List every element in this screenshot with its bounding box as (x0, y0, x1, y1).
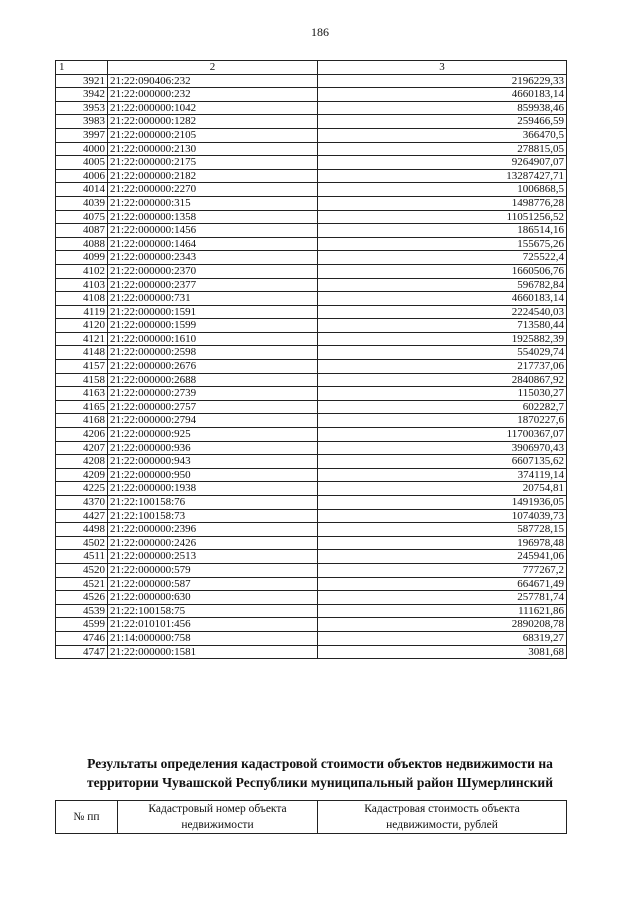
cadastral-number: 21:22:000000:943 (108, 455, 318, 469)
row-number: 4526 (56, 591, 108, 605)
cadastral-number: 21:22:000000:630 (108, 591, 318, 605)
table-row (56, 482, 567, 496)
row-number: 4000 (56, 142, 108, 156)
cadastral-number: 21:22:000000:1464 (108, 237, 318, 251)
cadastral-value: 186514,16 (318, 224, 567, 238)
cadastral-number: 21:22:000000:2105 (108, 128, 318, 142)
row-number: 4208 (56, 455, 108, 469)
cadastral-value: 2196229,33 (318, 74, 567, 88)
row-number: 4747 (56, 645, 108, 659)
header-cadastral-number (118, 801, 318, 834)
cadastral-value: 217737,06 (318, 360, 567, 374)
table-row (56, 115, 567, 129)
row-number: 4087 (56, 224, 108, 238)
table-row (56, 169, 567, 183)
cadastral-value: 374119,14 (318, 468, 567, 482)
table-row (56, 360, 567, 374)
next-table-header (55, 800, 567, 834)
table-row (56, 604, 567, 618)
table-row (56, 400, 567, 414)
cadastral-value: 4660183,14 (318, 88, 567, 102)
cadastral-table (55, 60, 567, 659)
cadastral-value: 11051256,52 (318, 210, 567, 224)
table-row (56, 550, 567, 564)
table-row (56, 210, 567, 224)
row-number: 4148 (56, 346, 108, 360)
cadastral-value: 13287427,71 (318, 169, 567, 183)
row-number: 4005 (56, 156, 108, 170)
cadastral-value: 596782,84 (318, 278, 567, 292)
table-row (56, 305, 567, 319)
table-row (56, 631, 567, 645)
cadastral-value: 1870227,6 (318, 414, 567, 428)
cadastral-number: 21:22:010101:456 (108, 618, 318, 632)
table-row (56, 645, 567, 659)
table-row (56, 591, 567, 605)
cadastral-number: 21:22:100158:76 (108, 496, 318, 510)
table-row (56, 455, 567, 469)
cadastral-number: 21:22:000000:1581 (108, 645, 318, 659)
cadastral-value: 587728,15 (318, 523, 567, 537)
table-row (56, 88, 567, 102)
row-number: 4746 (56, 631, 108, 645)
row-number: 4014 (56, 183, 108, 197)
row-number: 4599 (56, 618, 108, 632)
table-row (56, 319, 567, 333)
table-row (56, 346, 567, 360)
row-number: 4502 (56, 536, 108, 550)
cadastral-value: 1006868,5 (318, 183, 567, 197)
cadastral-value: 245941,06 (318, 550, 567, 564)
cadastral-value: 1925882,39 (318, 332, 567, 346)
table-row (56, 509, 567, 523)
cadastral-value: 20754,81 (318, 482, 567, 496)
cadastral-number: 21:22:100158:75 (108, 604, 318, 618)
table-row (56, 387, 567, 401)
cadastral-number: 21:22:000000:2794 (108, 414, 318, 428)
row-number: 4121 (56, 332, 108, 346)
cadastral-number: 21:22:000000:2175 (108, 156, 318, 170)
table-row (56, 332, 567, 346)
header-cadastral-value-line-2: недвижимости, рублей (386, 819, 498, 831)
cadastral-number: 21:22:000000:2688 (108, 373, 318, 387)
cadastral-value: 155675,26 (318, 237, 567, 251)
cadastral-number: 21:22:000000:2676 (108, 360, 318, 374)
row-number: 4427 (56, 509, 108, 523)
table-row (56, 441, 567, 455)
row-number: 4075 (56, 210, 108, 224)
cadastral-number: 21:22:000000:2377 (108, 278, 318, 292)
cadastral-value: 554029,74 (318, 346, 567, 360)
row-number: 4168 (56, 414, 108, 428)
cadastral-value: 111621,86 (318, 604, 567, 618)
row-number: 3921 (56, 74, 108, 88)
table-row (56, 496, 567, 510)
table-row (56, 251, 567, 265)
cadastral-value: 1660506,76 (318, 264, 567, 278)
table-header-row (56, 61, 567, 75)
cadastral-number: 21:14:000000:758 (108, 631, 318, 645)
row-number: 4102 (56, 264, 108, 278)
table-row (56, 428, 567, 442)
cadastral-number: 21:22:000000:2130 (108, 142, 318, 156)
cadastral-number: 21:22:000000:587 (108, 577, 318, 591)
cadastral-number: 21:22:000000:936 (108, 441, 318, 455)
table-row (56, 278, 567, 292)
cadastral-value: 278815,05 (318, 142, 567, 156)
table-row (56, 536, 567, 550)
column-header-2: 2 (108, 61, 318, 75)
table-body (56, 74, 567, 659)
cadastral-value: 196978,48 (318, 536, 567, 550)
table-row (56, 224, 567, 238)
section-title-line-2: территории Чувашской Республики муниципальный район Шумерлинский (87, 775, 553, 790)
table-row (56, 196, 567, 210)
cadastral-value: 1074039,73 (318, 509, 567, 523)
cadastral-number: 21:22:000000:1042 (108, 101, 318, 115)
row-number: 4165 (56, 400, 108, 414)
row-number: 4209 (56, 468, 108, 482)
cadastral-number: 21:22:000000:2598 (108, 346, 318, 360)
table-row (56, 237, 567, 251)
cadastral-number: 21:22:000000:1358 (108, 210, 318, 224)
row-number: 4119 (56, 305, 108, 319)
row-number: 4370 (56, 496, 108, 510)
table-row (56, 523, 567, 537)
table-row (56, 577, 567, 591)
cadastral-value: 366470,5 (318, 128, 567, 142)
header-cadastral-value-line-1: Кадастровая стоимость объекта (364, 803, 520, 815)
cadastral-value: 6607135,62 (318, 455, 567, 469)
cadastral-value: 2224540,03 (318, 305, 567, 319)
row-number: 4120 (56, 319, 108, 333)
table-row (56, 156, 567, 170)
table-row (56, 563, 567, 577)
table-row (56, 414, 567, 428)
row-number: 4520 (56, 563, 108, 577)
cadastral-value: 1498776,28 (318, 196, 567, 210)
row-number: 4163 (56, 387, 108, 401)
cadastral-number: 21:22:000000:2513 (108, 550, 318, 564)
cadastral-value: 68319,27 (318, 631, 567, 645)
header-row-number: № пп (56, 801, 118, 834)
cadastral-value: 3906970,43 (318, 441, 567, 455)
cadastral-number: 21:22:000000:1456 (108, 224, 318, 238)
row-number: 3983 (56, 115, 108, 129)
row-number: 3942 (56, 88, 108, 102)
row-number: 4088 (56, 237, 108, 251)
cadastral-number: 21:22:000000:2182 (108, 169, 318, 183)
cadastral-number: 21:22:000000:925 (108, 428, 318, 442)
cadastral-value: 257781,74 (318, 591, 567, 605)
cadastral-number: 21:22:000000:2739 (108, 387, 318, 401)
header-cadastral-number-line-2: недвижимости (181, 819, 254, 831)
cadastral-value: 11700367,07 (318, 428, 567, 442)
cadastral-value: 9264907,07 (318, 156, 567, 170)
cadastral-value: 259466,59 (318, 115, 567, 129)
table-row (56, 264, 567, 278)
row-number: 4511 (56, 550, 108, 564)
cadastral-value: 2890208,78 (318, 618, 567, 632)
header-cadastral-value (318, 801, 567, 834)
row-number: 4498 (56, 523, 108, 537)
cadastral-number: 21:22:000000:315 (108, 196, 318, 210)
row-number: 4521 (56, 577, 108, 591)
cadastral-number: 21:22:000000:1610 (108, 332, 318, 346)
cadastral-number: 21:22:000000:2270 (108, 183, 318, 197)
header-cadastral-number-line-1: Кадастровый номер объекта (148, 803, 287, 815)
row-number: 4206 (56, 428, 108, 442)
cadastral-number: 21:22:000000:2343 (108, 251, 318, 265)
cadastral-number: 21:22:000000:1599 (108, 319, 318, 333)
next-table-header-row (56, 801, 567, 834)
cadastral-value: 602282,7 (318, 400, 567, 414)
cadastral-value: 777267,2 (318, 563, 567, 577)
cadastral-number: 21:22:000000:1591 (108, 305, 318, 319)
cadastral-value: 2840867,92 (318, 373, 567, 387)
row-number: 4158 (56, 373, 108, 387)
cadastral-value: 4660183,14 (318, 292, 567, 306)
section-title (40, 754, 600, 792)
table-row (56, 101, 567, 115)
row-number: 4225 (56, 482, 108, 496)
table-row (56, 74, 567, 88)
row-number: 3997 (56, 128, 108, 142)
row-number: 4157 (56, 360, 108, 374)
cadastral-value: 725522,4 (318, 251, 567, 265)
table-row (56, 292, 567, 306)
cadastral-value: 859938,46 (318, 101, 567, 115)
cadastral-number: 21:22:000000:2396 (108, 523, 318, 537)
cadastral-number: 21:22:000000:1938 (108, 482, 318, 496)
cadastral-number: 21:22:000000:2757 (108, 400, 318, 414)
cadastral-value: 713580,44 (318, 319, 567, 333)
row-number: 4006 (56, 169, 108, 183)
row-number: 4207 (56, 441, 108, 455)
cadastral-value: 1491936,05 (318, 496, 567, 510)
column-header-3: 3 (318, 61, 567, 75)
cadastral-number: 21:22:000000:950 (108, 468, 318, 482)
cadastral-value: 3081,68 (318, 645, 567, 659)
table-row (56, 468, 567, 482)
row-number: 4103 (56, 278, 108, 292)
cadastral-value: 115030,27 (318, 387, 567, 401)
cadastral-number: 21:22:000000:2426 (108, 536, 318, 550)
page-number: 186 (311, 25, 329, 39)
row-number: 4108 (56, 292, 108, 306)
cadastral-number: 21:22:000000:232 (108, 88, 318, 102)
column-header-1: 1 (56, 61, 108, 75)
table-row (56, 618, 567, 632)
cadastral-number: 21:22:000000:579 (108, 563, 318, 577)
section-title-line-1: Результаты определения кадастровой стоимости объектов недвижимости на (87, 756, 553, 771)
table-row (56, 373, 567, 387)
cadastral-number: 21:22:000000:731 (108, 292, 318, 306)
cadastral-number: 21:22:090406:232 (108, 74, 318, 88)
table-row (56, 142, 567, 156)
table-row (56, 183, 567, 197)
row-number: 4039 (56, 196, 108, 210)
cadastral-number: 21:22:000000:2370 (108, 264, 318, 278)
table-row (56, 128, 567, 142)
cadastral-value: 664671,49 (318, 577, 567, 591)
row-number: 4099 (56, 251, 108, 265)
row-number: 4539 (56, 604, 108, 618)
cadastral-number: 21:22:000000:1282 (108, 115, 318, 129)
row-number: 3953 (56, 101, 108, 115)
cadastral-number: 21:22:100158:73 (108, 509, 318, 523)
